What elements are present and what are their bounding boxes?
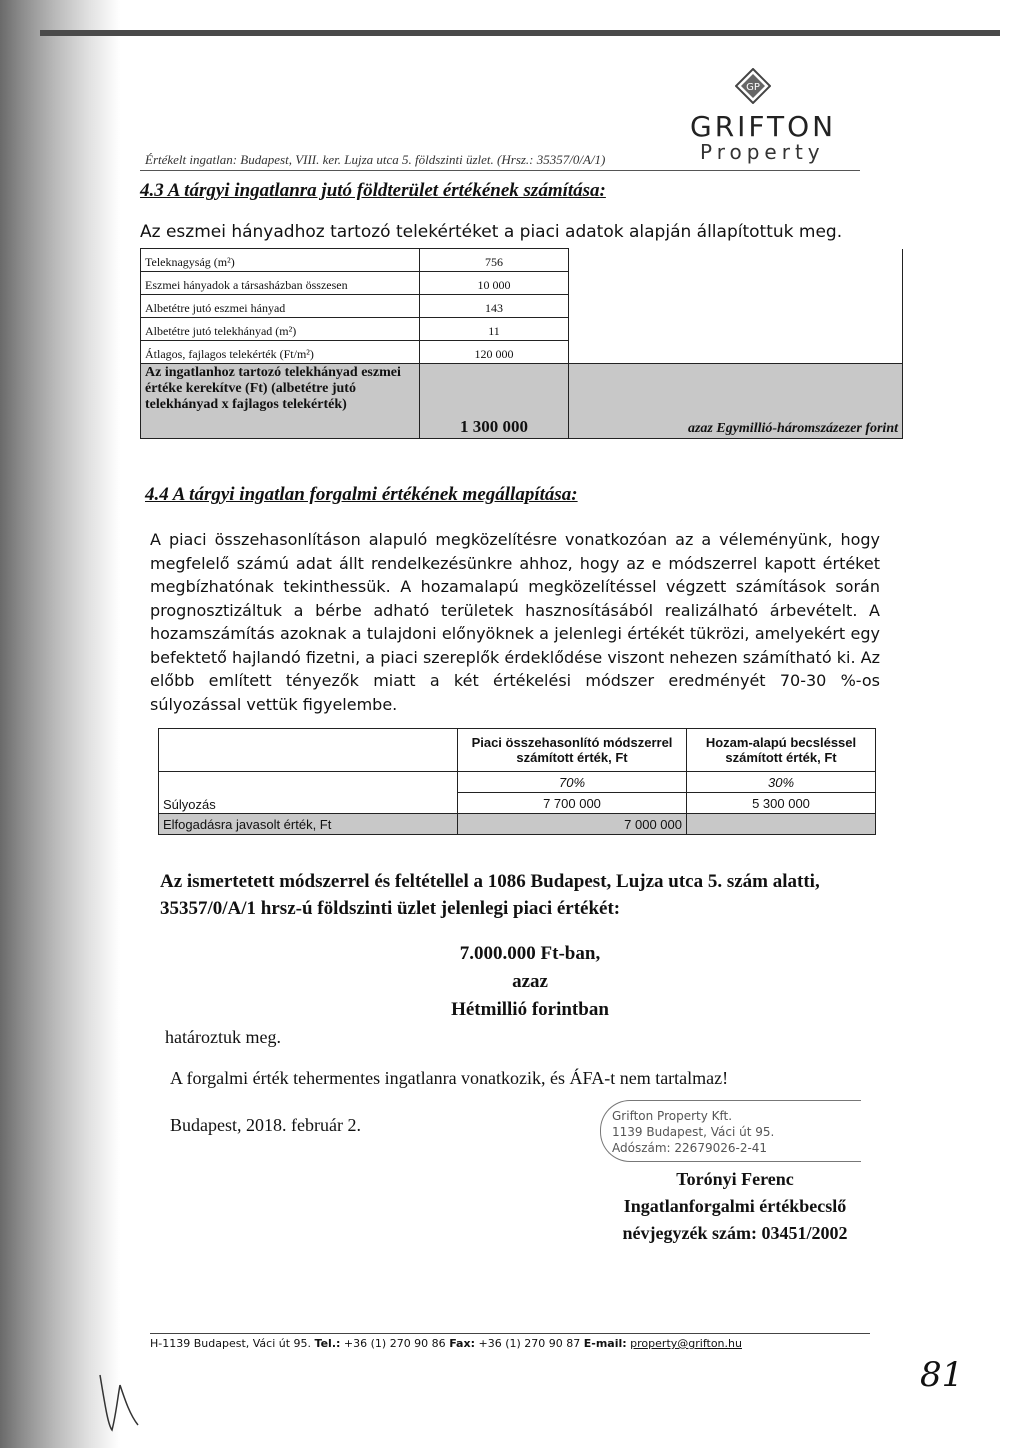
vat-note: A forgalmi érték tehermentes ingatlanra vonatkozik, és ÁFA-t nem tartalmaz! (170, 1068, 729, 1088)
brand-sub: Property (700, 140, 825, 164)
plot-value-table (140, 248, 903, 439)
footer-email-label: E-mail: (583, 1337, 627, 1350)
signatory-title: Ingatlanforgalmi értékbecslő (623, 1196, 847, 1216)
col-market: Piaci összehasonlító módszerrel számított érték, Ft (458, 729, 687, 772)
section-43-intro: Az eszmei hányadhoz tartozó telekértéket a piaci adatok alapján állapítottuk meg. (140, 222, 843, 242)
weighting-table (158, 728, 876, 835)
table-row (141, 272, 903, 295)
stamp-line: Grifton Property Kft. (612, 1109, 733, 1123)
signatory-name: Torónyi Ferenc (676, 1169, 794, 1189)
scan-shadow (0, 0, 120, 1448)
section-44-paragraph: A piaci összehasonlításon alapuló megközelítésre vonatkozóan az a véleményünk, hogy megfelelő számú adat állt rendelkezésünkre ahhoz, hogy az e módszerrel kapott értéket megbízhatónak tekinthessük. A hozamalapú megközelítéssel végzett számítások során prognosztizáltuk a bérbe adható területek hasznosításából realizálható árbevételt. A hozamszámítás azoknak a tulajdoni előnyöknek a jelenlegi értékét tükrözi, amelyekért egy befektető hajlandó fizetni, a piaci szereplők érdeklődése viszont nehezen számítható ki. Az előbb említett tényezők miatt a két értékelési módszer eredményét 70-30 %-os súlyozással vettük figyelembe. (150, 530, 880, 714)
weight-label: Súlyozás (159, 772, 458, 814)
row-value: 10 000 (420, 272, 569, 295)
footer-tel: +36 (1) 270 90 86 (343, 1337, 446, 1350)
brand-name: GRIFTON (690, 110, 837, 143)
section-43-title: 4.3 A tárgyi ingatlanra jutó földterület értékének számítása: (140, 180, 606, 201)
table-row (141, 249, 903, 272)
conclusion-words: Hétmillió forintban (451, 999, 609, 1020)
result-row (141, 364, 903, 439)
value-income: 5 300 000 (687, 793, 876, 814)
grifton-logo-icon (735, 68, 771, 104)
conclusion-text: Az ismertetett módszerrel és feltétellel a 1086 Budapest, Lujza utca 5. szám alatti, 35357/0/A/1 hrsz-ú földszinti üzlet jelenlegi piaci értékét: (160, 871, 820, 919)
accepted-label: Elfogadásra javasolt érték, Ft (159, 814, 458, 835)
footer (150, 1337, 742, 1350)
section-44-title: 4.4 A tárgyi ingatlan forgalmi értékének megállapítása: (145, 484, 578, 505)
weight-income: 30% (687, 772, 876, 793)
stamp-line: 1139 Budapest, Váci út 95. (612, 1125, 775, 1139)
signature-block (590, 1166, 880, 1247)
result-words: azaz Egymillió-háromszázezer forint (569, 364, 903, 439)
col-income: Hozam-alapú becsléssel számított érték, Ft (687, 729, 876, 772)
scan-top-edge (40, 30, 1000, 36)
footer-address: H-1139 Budapest, Váci út 95. (150, 1337, 312, 1350)
header-subject: Értékelt ingatlan: Budapest, VIII. ker. Lujza utca 5. földszinti üzlet. (Hrsz.: 35357/0/A/1) (145, 152, 606, 167)
determined-text: határoztuk meg. (165, 1027, 281, 1047)
conclusion-amount: 7.000.000 Ft-ban, (459, 943, 601, 964)
table-row (159, 772, 876, 793)
table-row (141, 341, 903, 364)
svg-text:GP: GP (746, 82, 760, 93)
row-value: 756 (420, 249, 569, 272)
row-label: Albetétre jutó eszmei hányad (141, 295, 420, 318)
conclusion-amount-block (380, 940, 680, 1024)
row-label: Eszmei hányadok a társasházban összesen (141, 272, 420, 295)
table-row (159, 729, 876, 772)
footer-email: property@grifton.hu (630, 1337, 742, 1350)
conclusion-azaz: azaz (512, 971, 548, 992)
signatory-reg: névjegyzék szám: 03451/2002 (622, 1223, 848, 1243)
weight-market: 70% (458, 772, 687, 793)
table-row (141, 318, 903, 341)
place-date: Budapest, 2018. február 2. (170, 1115, 361, 1135)
row-label: Átlagos, fajlagos telekérték (Ft/m²) (141, 341, 420, 364)
table-row (159, 814, 876, 835)
table-row (141, 295, 903, 318)
row-value: 120 000 (420, 341, 569, 364)
row-label: Albetétre jutó telekhányad (m²) (141, 318, 420, 341)
footer-divider (150, 1333, 870, 1334)
row-value: 143 (420, 295, 569, 318)
header-divider (140, 170, 860, 171)
row-value: 11 (420, 318, 569, 341)
row-label: Teleknagyság (m²) (141, 249, 420, 272)
company-stamp (612, 1108, 774, 1156)
footer-fax: +36 (1) 270 90 87 (478, 1337, 581, 1350)
stamp-line: Adószám: 22679026-2-41 (612, 1141, 768, 1155)
handwritten-initials-icon (90, 1365, 150, 1435)
accepted-value: 7 000 000 (458, 814, 687, 835)
footer-fax-label: Fax: (449, 1337, 475, 1350)
result-value: 1 300 000 (420, 364, 569, 439)
value-market: 7 700 000 (458, 793, 687, 814)
footer-tel-label: Tel.: (314, 1337, 341, 1350)
page-number: 81 (920, 1355, 964, 1395)
result-label: Az ingatlanhoz tartozó telekhányad eszmei értéke kerekítve (Ft) (albetétre jutó telekhányad x fajlagos telekérték) (141, 364, 420, 439)
